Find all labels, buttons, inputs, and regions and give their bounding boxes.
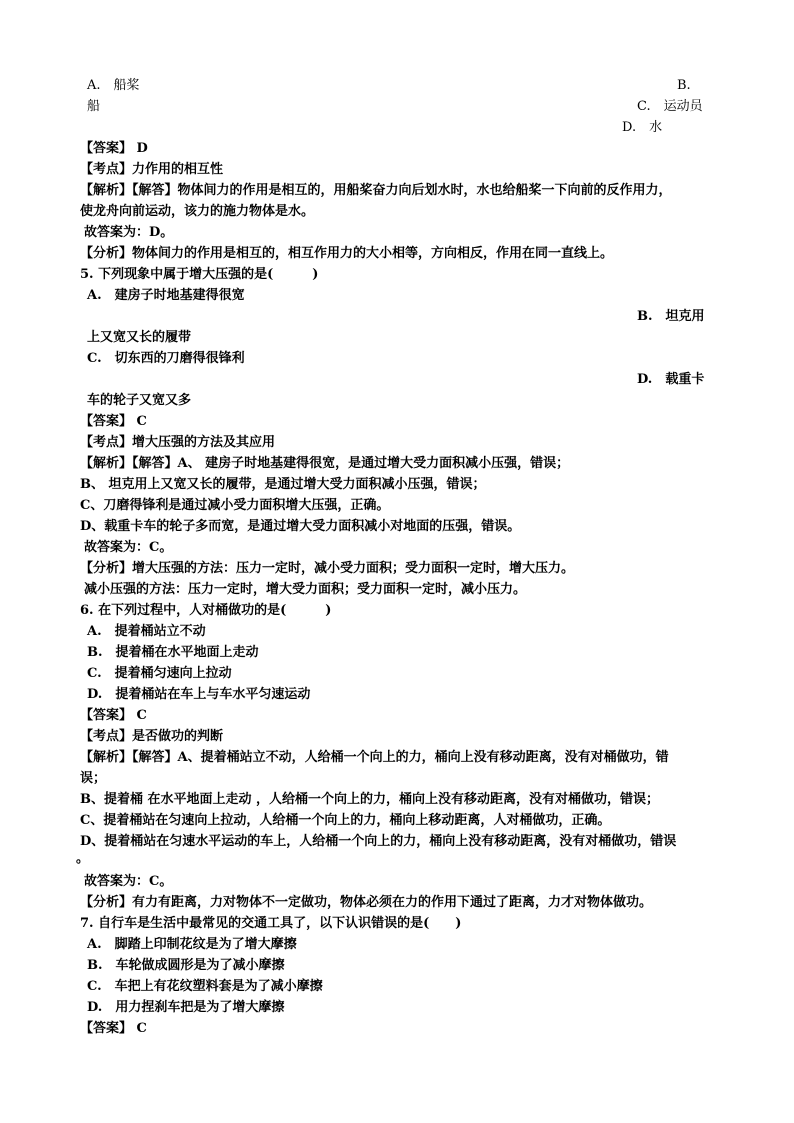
q5-explanation-3: C、刀磨得锋利是通过减小受力面积增大压强，正确。 <box>80 498 390 513</box>
q5-option-line-1 <box>0 286 794 306</box>
q6-explanation-1-wrap: 误； <box>80 771 107 786</box>
q6-option-d[interactable]: D. 提着桶站在车上与车水平匀速运动 <box>87 687 311 702</box>
q7-option-a-line <box>0 935 794 955</box>
q6-option-a[interactable]: A. 提着桶站立不动 <box>87 624 206 639</box>
q4-option-c[interactable]: C. 运动员 <box>637 99 703 114</box>
q7-option-c-line <box>0 977 794 997</box>
q6-explanation-4-wrap: 。 <box>76 851 90 866</box>
q7-option-b[interactable]: B. 车轮做成圆形是为了减小摩擦 <box>87 958 285 973</box>
q5-analysis-2: 减小压强的方法：压力一定时，增大受力面积；受力面积一定时，减小压力。 <box>84 582 527 597</box>
q5-explanation-1: 【解析】【解答】A、 建房子时地基建得很宽，是通过增大受力面积减小压强，错误； <box>80 456 570 471</box>
q6-explanation-2: B、提着桶 在水平地面上走动 ，人给桶一个向上的力，桶向上没有移动距离，没有对桶做功，错误； <box>80 792 660 807</box>
q6-option-b-line <box>0 643 794 663</box>
q5-answer: 【答案】 C <box>80 414 147 429</box>
q7-option-c[interactable]: C. 车把上有花纹塑料套是为了减小摩擦 <box>87 979 323 994</box>
q6-option-c[interactable]: C. 提着桶匀速向上拉动 <box>87 666 232 681</box>
q7-option-b-line <box>0 956 794 976</box>
q5-stem: 5. 下列现象中属于增大压强的是( ) <box>80 267 319 282</box>
q5-option-line-6 <box>0 391 794 411</box>
q4-explanation-1: 【解析】【解答】物体间力的作用是相互的，用船桨奋力向后划水时，水也给船桨一下向前的反作用力， <box>80 183 672 198</box>
q6-explanation-4: D、提着桶站在匀速水平运动的车上，人给桶一个向上的力，桶向上没有移动距离，没有对桶做功，错误 <box>80 834 677 849</box>
q4-answer: 【答案】 D <box>80 141 148 156</box>
q4-option-line-2 <box>0 97 794 117</box>
q4-option-a[interactable]: A. 船桨 <box>87 78 140 93</box>
q6-answer: 【答案】 C <box>80 708 147 723</box>
q6-option-c-line <box>0 664 794 684</box>
q6-analysis: 【分析】有力有距离，力对物体不一定做功，物体必须在力的作用下通过了距离，力才对物体做功。 <box>80 895 653 910</box>
q6-option-d-line <box>0 685 794 705</box>
q5-option-d[interactable]: D. 载重卡 <box>637 372 705 387</box>
q6-option-a-line <box>0 622 794 642</box>
q7-stem: 7. 自行车是生活中最常见的交通工具了，以下认识错误的是( ) <box>80 916 462 931</box>
q5-explanation-4: D、载重卡车的轮子多而宽，是通过增大受力面积减小对地面的压强，错误。 <box>80 519 521 534</box>
q6-stem: 6. 在下列过程中，人对桶做功的是( ) <box>80 603 332 618</box>
q5-topic: 【考点】增大压强的方法及其应用 <box>80 435 276 450</box>
q6-topic: 【考点】是否做功的判断 <box>80 729 224 744</box>
q4-explanation-2: 使龙舟向前运动，该力的施力物体是水。 <box>80 204 315 219</box>
q4-option-line-3 <box>0 118 794 138</box>
q5-option-line-5 <box>0 370 794 390</box>
q4-analysis: 【分析】物体间力的作用是相互的，相互作用力的大小相等，方向相反，作用在同一直线上。 <box>80 246 614 261</box>
q6-option-b[interactable]: B. 提着桶在水平地面上走动 <box>87 645 259 660</box>
q4-option-d[interactable]: D. 水 <box>622 120 663 135</box>
q7-option-d-line <box>0 998 794 1018</box>
q7-option-a[interactable]: A. 脚踏上印制花纹是为了增大摩擦 <box>87 937 297 952</box>
q5-option-c[interactable]: C. 切东西的刀磨得很锋利 <box>87 351 245 366</box>
q5-option-line-2 <box>0 307 794 327</box>
q6-final: 故答案为：C。 <box>84 874 173 889</box>
q5-option-b[interactable]: B. 坦克用 <box>637 309 705 324</box>
q5-option-d-text: 车的轮子又宽又多 <box>87 393 192 408</box>
q5-analysis-1: 【分析】增大压强的方法：压力一定时，减小受力面积；受力面积一定时，增大压力。 <box>80 561 575 576</box>
q4-option-b[interactable]: B. <box>677 78 691 93</box>
q5-explanation-2: B、 坦克用上又宽又长的履带，是通过增大受力面积减小压强，错误； <box>80 477 486 492</box>
q6-explanation-1: 【解析】【解答】A、提着桶站立不动，人给桶一个向上的力，桶向上没有移动距离，没有对桶做功，错 <box>80 750 669 765</box>
q5-final: 故答案为：C。 <box>84 540 173 555</box>
q4-option-b-text: 船 <box>87 99 101 114</box>
q5-option-a[interactable]: A. 建房子时地基建得很宽 <box>87 288 245 303</box>
q4-topic: 【考点】力作用的相互性 <box>80 162 224 177</box>
q5-option-line-3 <box>0 328 794 348</box>
q7-answer: 【答案】 C <box>80 1021 147 1036</box>
q5-option-b-text: 上又宽又长的履带 <box>87 330 192 345</box>
q4-final: 故答案为：D。 <box>84 225 174 240</box>
q7-option-d[interactable]: D. 用力捏刹车把是为了增大摩擦 <box>87 1000 285 1015</box>
q4-option-line-1 <box>0 76 794 96</box>
q6-explanation-3: C、提着桶站在匀速向上拉动，人给桶一个向上的力，桶向上移动距离，人对桶做功，正确。 <box>80 813 611 828</box>
q5-option-line-4 <box>0 349 794 369</box>
